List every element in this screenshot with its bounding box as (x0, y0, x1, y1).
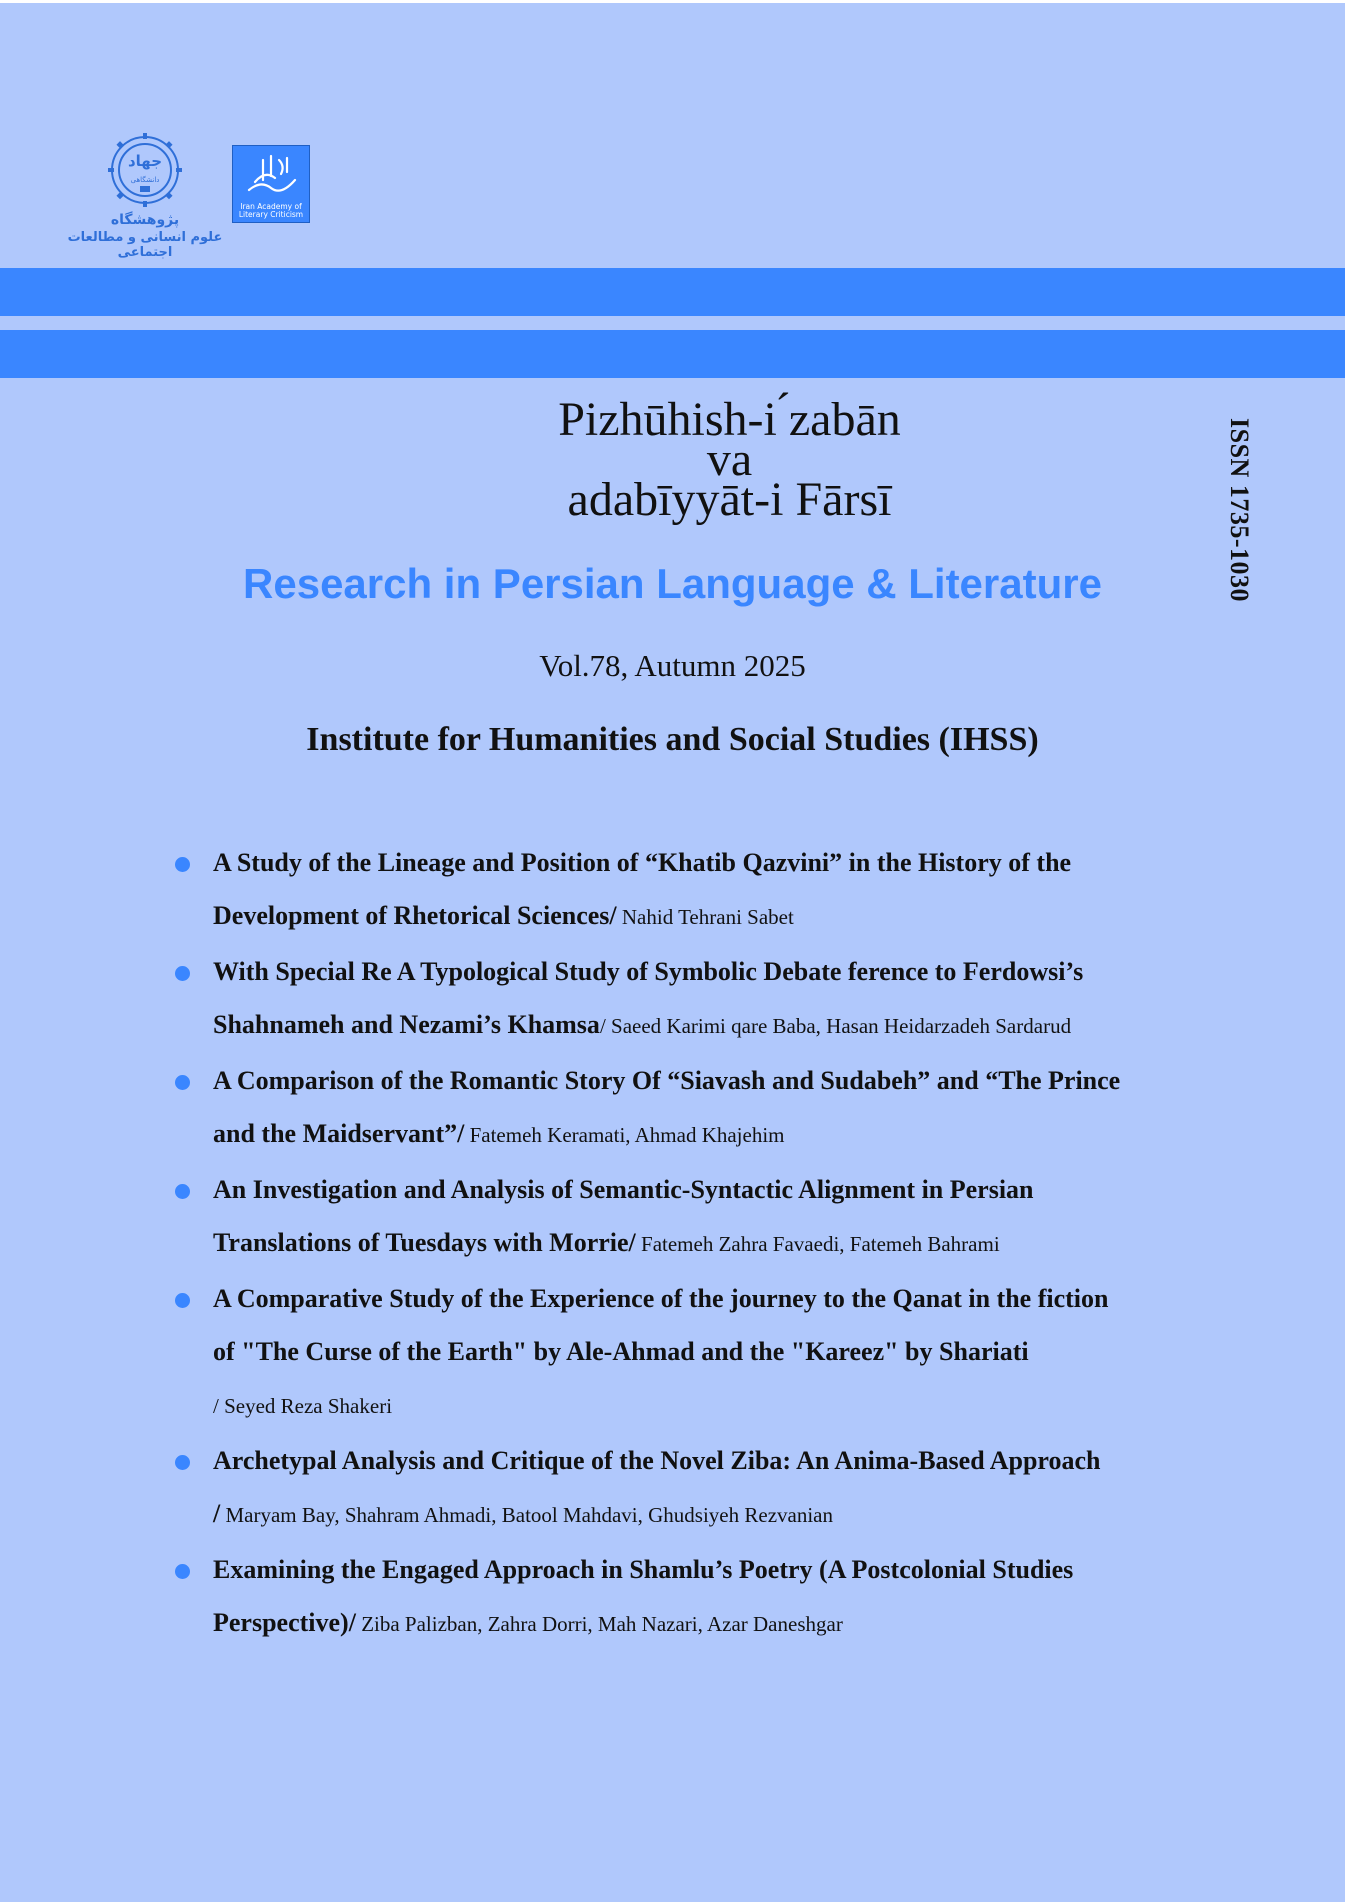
jihad-emblem-text: جهاد (127, 152, 163, 170)
academy-logo-line1: Iran Academy of (240, 202, 302, 211)
accent-band-bottom (0, 330, 1345, 378)
article-item (170, 1163, 1170, 1271)
academy-logo (232, 145, 310, 223)
jihad-logo-line1: پژوهشگاه (110, 212, 180, 228)
article-item (170, 1272, 1170, 1433)
article-authors: / Saeed Karimi qare Baba, Hasan Heidarzadeh Sardarud (599, 1014, 1072, 1038)
bullet-icon (175, 857, 190, 872)
article-title-line2: / (213, 1499, 221, 1528)
transliterated-title-line1: Pizhūhish-i ́zabān (558, 393, 901, 446)
top-edge-line (0, 0, 1345, 3)
article-item (170, 945, 1170, 1053)
article-title-line1: With Special Re A Typological Study of Symbolic Debate ference to Ferdowsi’s (213, 957, 1084, 986)
jihad-logo-line2: علوم انسانی و مطالعات اجتماعی (67, 230, 223, 260)
bullet-icon (175, 1184, 190, 1199)
accent-band-top (0, 268, 1345, 316)
article-authors: Maryam Bay, Shahram Ahmadi, Batool Mahdavi, Ghudsiyeh Rezvanian (220, 1503, 833, 1527)
article-item (170, 1054, 1170, 1162)
article-item (170, 1543, 1170, 1651)
jihad-emblem-subtext: دانشگاهی (130, 176, 160, 184)
article-authors: Ziba Palizban, Zahra Dorri, Mah Nazari, Azar Daneshgar (355, 1612, 843, 1636)
article-title-line2: and the Maidservant”/ (213, 1119, 465, 1148)
jihad-logo (50, 130, 240, 260)
article-item (170, 1434, 1170, 1542)
article-title-line1: Examining the Engaged Approach in Shamlu’s Poetry (A Postcolonial Studies (213, 1555, 1074, 1584)
article-title-line1: A Study of the Lineage and Position of “Khatib Qazvini” in the History of the (213, 848, 1072, 877)
jihad-emblem-icon (100, 130, 190, 210)
article-authors: / Seyed Reza Shakeri (213, 1394, 393, 1418)
transliterated-title-line2: va (706, 433, 753, 486)
volume-info: Vol.78, Autumn 2025 (539, 648, 806, 683)
article-title-line2: of "The Curse of the Earth" by Ale-Ahmad and the "Kareez" by Shariati (213, 1337, 1029, 1366)
article-title-line1: A Comparison of the Romantic Story Of “Siavash and Sudabeh” and “The Prince (213, 1066, 1121, 1095)
article-authors: Nahid Tehrani Sabet (616, 905, 794, 929)
institute-name: Institute for Humanities and Social Studies (IHSS) (306, 721, 1039, 758)
article-title-line2: Shahnameh and Nezami’s Khamsa (213, 1010, 600, 1039)
bullet-icon (175, 966, 190, 981)
article-item (170, 836, 1170, 944)
article-title-line1: An Investigation and Analysis of Semantic-Syntactic Alignment in Persian (213, 1175, 1034, 1204)
academy-logo-text (235, 203, 307, 219)
article-title-line2: Perspective)/ (213, 1608, 356, 1637)
article-title-line1: Archetypal Analysis and Critique of the Novel Ziba: An Anima-Based Approach (213, 1446, 1101, 1475)
transliterated-title-line3: adabīyyāt-i Fārsī (567, 473, 892, 526)
bullet-icon (175, 1075, 190, 1090)
article-title-line2: Development of Rhetorical Sciences/ (213, 901, 617, 930)
bullet-icon (175, 1455, 190, 1470)
article-authors: Fatemeh Zahra Favaedi, Fatemeh Bahrami (635, 1232, 1000, 1256)
issn-number: ISSN 1735-1030 (1225, 418, 1254, 602)
bullet-icon (175, 1564, 190, 1579)
iran-academy-literary-criticism-icon (241, 150, 301, 200)
article-list (170, 836, 1170, 1652)
article-title-line2: Translations of Tuesdays with Morrie/ (213, 1228, 636, 1257)
article-title-line1: A Comparative Study of the Experience of the journey to the Qanat in the fiction (213, 1284, 1109, 1313)
article-authors: Fatemeh Keramati, Ahmad Khajehim (464, 1123, 785, 1147)
academy-logo-line2: Literary Criticism (238, 210, 304, 219)
bullet-icon (175, 1293, 190, 1308)
journal-english-title: Research in Persian Language & Literature (243, 560, 1102, 607)
